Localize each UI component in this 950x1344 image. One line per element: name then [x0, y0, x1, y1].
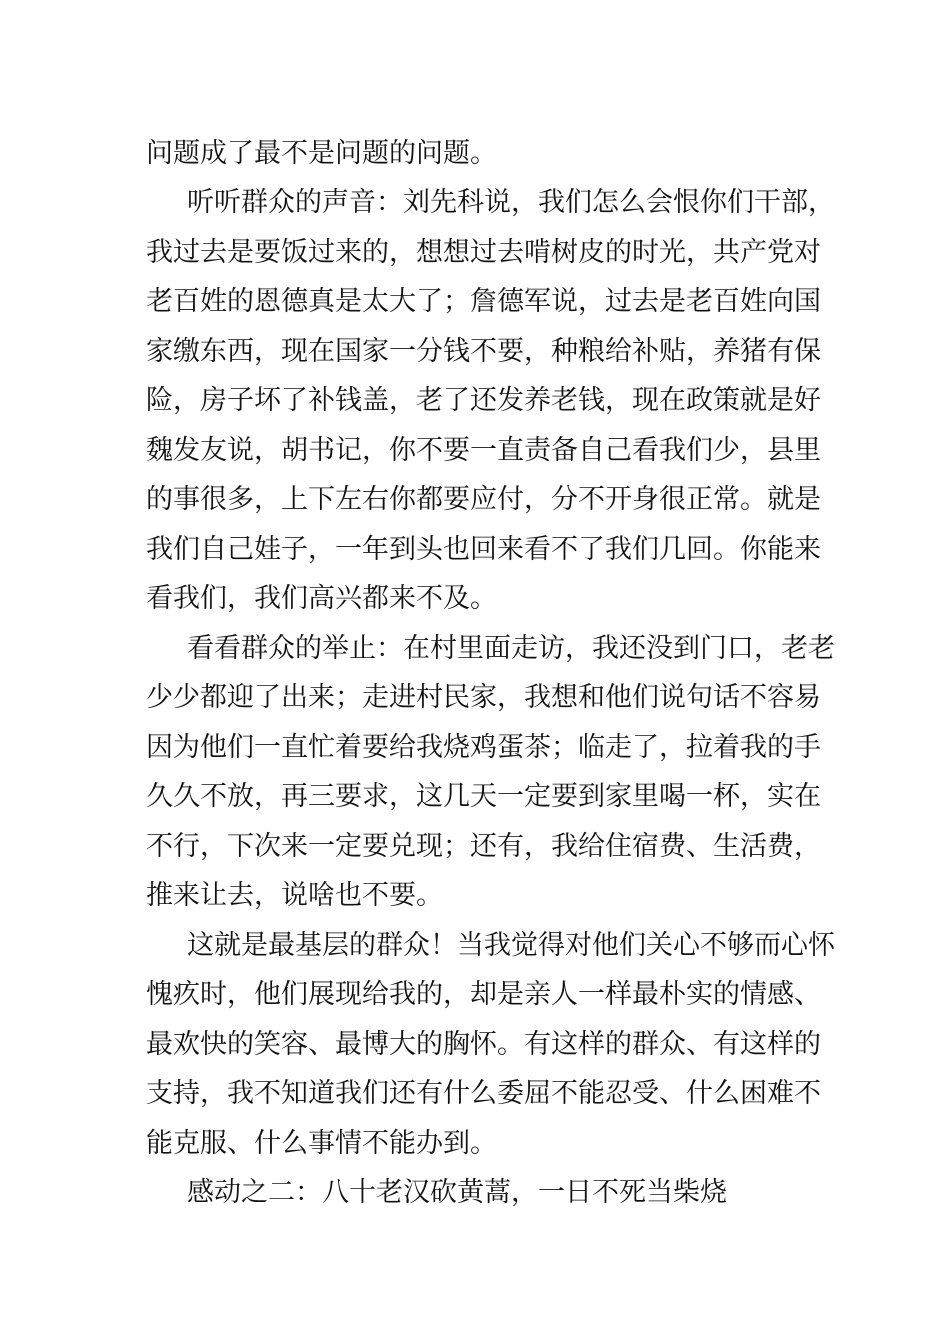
- text-line: 最欢快的笑容、最博大的胸怀。有这样的群众、有这样的: [146, 1029, 821, 1060]
- text-line: 老百姓的恩德真是太大了；詹德军说，过去是老百姓向国: [146, 286, 821, 317]
- text-line: 的事很多，上下左右你都要应付，分不开身很正常。就是: [146, 484, 821, 515]
- paragraph-start-line: 看看群众的举止：在村里面走访，我还没到门口，老老: [187, 633, 835, 664]
- text-line: 问题成了最不是问题的问题。: [146, 138, 497, 169]
- text-line: 推来让去，说啥也不要。: [146, 880, 443, 911]
- paragraph-start-line: 听听群众的声音：刘先科说，我们怎么会恨你们干部，: [187, 187, 835, 218]
- paragraph-start-line: 这就是最基层的群众！当我觉得对他们关心不够而心怀: [187, 930, 835, 961]
- text-line: 我过去是要饭过来的，想想过去啃树皮的时光，共产党对: [146, 237, 821, 268]
- text-line: 久久不放，再三要求，这几天一定要到家里喝一杯，实在: [146, 781, 821, 812]
- text-line: 魏发友说，胡书记，你不要一直责备自己看我们少，县里: [146, 435, 821, 466]
- text-line: 因为他们一直忙着要给我烧鸡蛋茶；临走了，拉着我的手: [146, 732, 821, 763]
- text-line: 我们自己娃子，一年到头也回来看不了我们几回。你能来: [146, 534, 821, 565]
- text-line: 看我们，我们高兴都来不及。: [146, 583, 497, 614]
- text-line: 不行，下次来一定要兑现；还有，我给住宿费、生活费，: [146, 831, 821, 862]
- text-line: 家缴东西，现在国家一分钱不要，种粮给补贴，养猪有保: [146, 336, 821, 367]
- text-line: 少少都迎了出来；走进村民家，我想和他们说句话不容易: [146, 682, 821, 713]
- text-line: 愧疚时，他们展现给我的，却是亲人一样最朴实的情感、: [146, 979, 821, 1010]
- text-line: 险，房子坏了补钱盖，老了还发养老钱，现在政策就是好: [146, 385, 821, 416]
- text-line: 支持，我不知道我们还有什么委屈不能忍受、什么困难不: [146, 1078, 821, 1109]
- section-heading-line: 感动之二：八十老汉砍黄蒿，一日不死当柴烧: [187, 1177, 727, 1208]
- text-line: 能克服、什么事情不能办到。: [146, 1128, 497, 1159]
